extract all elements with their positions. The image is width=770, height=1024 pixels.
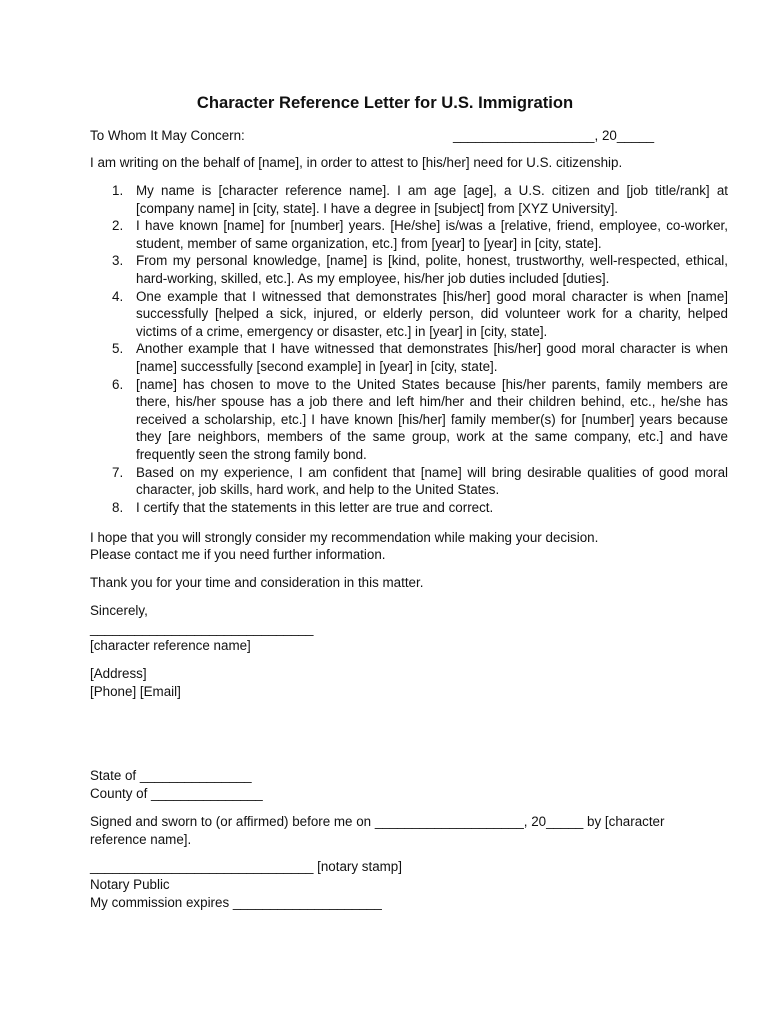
phone-email: [Phone] [Email]	[90, 684, 181, 699]
list-item: My name is [character reference name]. I am age [age], a U.S. citizen and [job title/rank] at [company name] in [city, state]. I have a degree in [subject] from [XYZ University].	[136, 183, 728, 216]
notary-public-label: Notary Public	[90, 877, 170, 892]
sincerely: Sincerely,	[90, 603, 148, 618]
county-of-line: County of _______________	[90, 786, 263, 801]
intro-paragraph: I am writing on the behalf of [name], in order to attest to [his/her] need for U.S. citizenship.	[90, 155, 623, 170]
list-item: Another example that I have witnessed that demonstrates [his/her] good moral character is when [name] successfully [second example] in [year] in [city, state].	[136, 341, 728, 374]
commission-expires-line: My commission expires ____________________	[90, 895, 382, 910]
sworn-statement-line-2: reference name].	[90, 832, 192, 847]
closing-paragraph-2: Please contact me if you need further information.	[90, 547, 386, 562]
list-item: One example that I witnessed that demonstrates [his/her] good moral character is when [name] successfully [helped a sick, injured, or elderly person, did volunteer work for a charity, helped victims of a crime, emergency or disaster, etc.] in [year] in [city, state].	[136, 288, 728, 339]
signature-line: ______________________________	[90, 621, 314, 636]
thanks-line: Thank you for your time and consideration in this matter.	[90, 575, 424, 590]
reference-list	[90, 182, 728, 516]
list-item: [name] has chosen to move to the United States because [his/her parents, family members are there, his/her spouse has a job there and left him/her and their children behind, etc., he/she has received a scholarship, etc.] I have known [his/her] family member(s) for [number] years because they [are neighbors, members of the same group, work at the same company, etc.] and have frequently seen the strong family bond.	[136, 376, 728, 462]
signer-name: [character reference name]	[90, 638, 251, 653]
list-item: From my personal knowledge, [name] is [kind, polite, honest, trustworthy, well-respected, ethical, hard-working, skilled, etc.]. As my employee, his/her job duties included [duties].	[136, 253, 728, 286]
date-line: ___________________, 20_____	[453, 128, 655, 143]
state-of-line: State of _______________	[90, 768, 252, 783]
list-item: I have known [name] for [number] years. [He/she] is/was a [relative, friend, employee, co-worker, student, member of same organization, etc.] from [year] to [year] in [city, state].	[136, 218, 728, 251]
sworn-statement-line-1: Signed and sworn to (or affirmed) before me on ____________________, 20_____ by [character	[90, 814, 665, 829]
closing-paragraph-1: I hope that you will strongly consider my recommendation while making your decision.	[90, 530, 599, 545]
list-item: Based on my experience, I am confident that [name] will bring desirable qualities of good moral character, job skills, hard work, and help to the United States.	[136, 464, 728, 498]
letter-title: Character Reference Letter for U.S. Immigration	[196, 93, 574, 112]
salutation: To Whom It May Concern:	[90, 128, 245, 143]
notary-signature-line: ______________________________ [notary stamp]	[90, 859, 402, 874]
list-item: I certify that the statements in this letter are true and correct.	[136, 499, 494, 515]
address: [Address]	[90, 666, 147, 681]
